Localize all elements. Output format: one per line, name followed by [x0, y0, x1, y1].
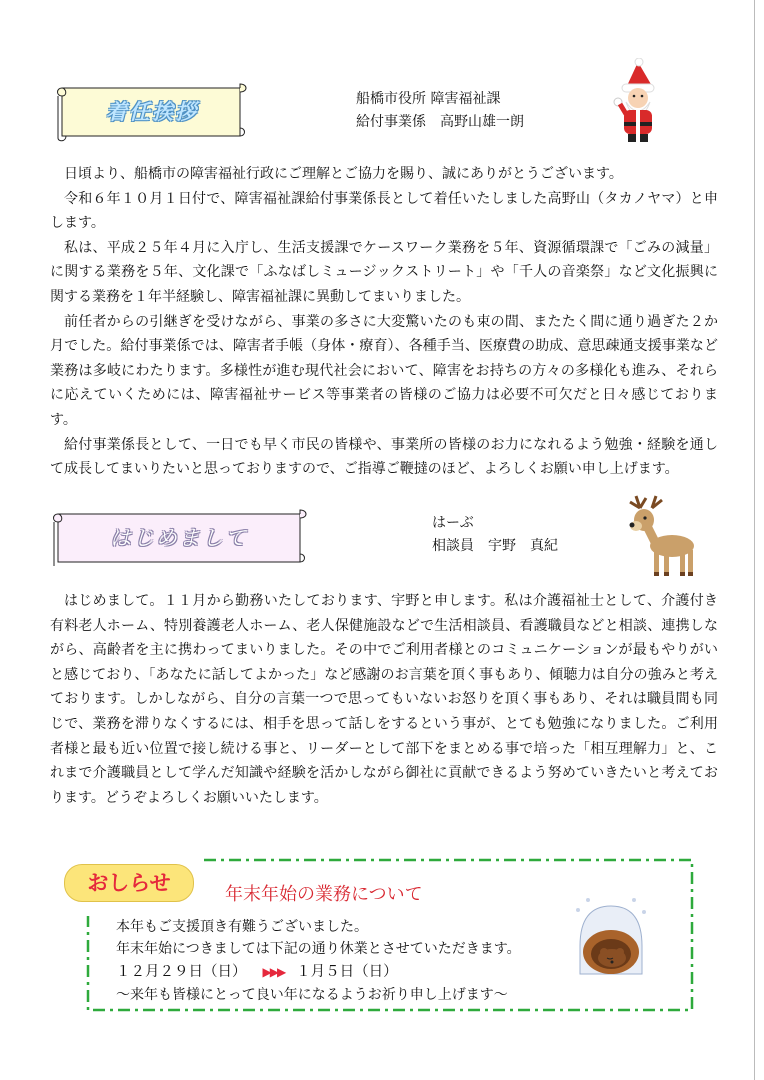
holiday-end-date: １月５日（日）	[296, 964, 398, 980]
notice-badge: おしらせ	[64, 864, 194, 902]
notice-line: 年末年始につきましては下記の通り休業とさせていただきます。	[116, 941, 521, 957]
author-name: 給付事業係 高野山雄一朗	[356, 114, 524, 130]
author-name: 相談員 宇野 真紀	[432, 538, 558, 554]
author-block-2	[432, 512, 558, 558]
paragraph: 給付事業係長として、一日でも早く市民の皆様や、事業所の皆様のお力になれるよう勉強・経験を通して成長してまいりたいと思っておりますので、ご指導ご鞭撻のほど、よろしくお願い申し上げます。	[50, 436, 718, 478]
bear-icon	[574, 896, 648, 980]
paragraph: 令和６年１０月１日付で、障害福祉課給付事業係長として着任いたしました高野山（タカノヤマ）と申します。	[50, 190, 718, 232]
notice-closing: ～来年も皆様にとって良い年になるようお祈り申し上げます～	[116, 987, 508, 1003]
page-edge-rule	[754, 0, 755, 1080]
author-affiliation: はーぶ	[432, 515, 474, 531]
paragraph: はじめまして。１１月から勤務いたしております、宇野と申します。私は介護福祉士として、介護付き有料老人ホーム、特別養護老人ホーム、老人保健施設などで生活相談員、看護職員などと相談、連携しながら、高齢者を主に携わってまいりました。その中でご利用者様とのコミュニケーションが最もやりがいと感じており、「あなたに話してよかった」など感謝のお言葉を頂く事もあり、傾聴力は自分の強みと考えております。しかしながら、自分の言葉一つで思ってもいないお怒りを頂く事もあり、それは職員間も同じで、業務を滞りなくするには、相手を思って話しをするという事が、とても勉強になりました。ご利用者様と最も近い位置で接し続ける事と、リーダーとして部下をまとめる事で培った「相互理解力」と、これまで介護職員として学んだ知識や経験を活かしながら御社に貢献できるよう努めていきたいと考えております。どうぞよろしくお願いいたします。	[50, 593, 718, 806]
holiday-start-date: １２月２９日（日）	[116, 964, 247, 980]
notice-title: 年末年始の業務について	[225, 884, 423, 905]
holiday-dates	[116, 960, 398, 981]
triple-arrow-icon: ▶▶▶	[262, 965, 285, 979]
reindeer-icon	[618, 494, 698, 578]
santa-icon	[606, 58, 670, 144]
author-affiliation: 船橋市役所 障害福祉課	[356, 91, 501, 107]
paragraph: 私は、平成２５年４月に入庁し、生活支援課でケースワーク業務を５年、資源循環課で「ごみの減量」に関する業務を５年、文化課で「ふなばしミュージックストリート」や「千人の音楽祭」など文化振興に関する業務を１年半経験し、障害福祉課に異動してまいりました。	[50, 239, 718, 305]
introduction-banner-title: はじめまして	[110, 526, 248, 550]
greeting-banner-title: 着任挨拶	[106, 100, 198, 124]
greeting-body	[50, 162, 718, 482]
notice-line: 本年もご支援頂き有難うございました。	[116, 919, 368, 935]
paragraph: 日頃より、船橋市の障害福祉行政にご理解とご協力を賜り、誠にありがとうございます。	[64, 166, 623, 182]
greeting-banner	[52, 80, 252, 142]
paragraph: 前任者からの引継ぎを受けながら、事業の多さに大変驚いたのも束の間、またたく間に通り過ぎた２か月でした。給付事業係では、障害者手帳（身体・療育）、各種手当、医療費の助成、意思疎通支援事業など業務は多岐にわたります。多様性が進む現代社会において、障害をお持ちの方々の多様化も進み、それらに応えていくためには、障害福祉サービス等事業者の皆様のご協力は必要不可欠だと日々感じております。	[50, 313, 718, 428]
introduction-body	[50, 589, 718, 810]
introduction-banner	[48, 508, 310, 568]
author-block-1	[356, 88, 524, 134]
